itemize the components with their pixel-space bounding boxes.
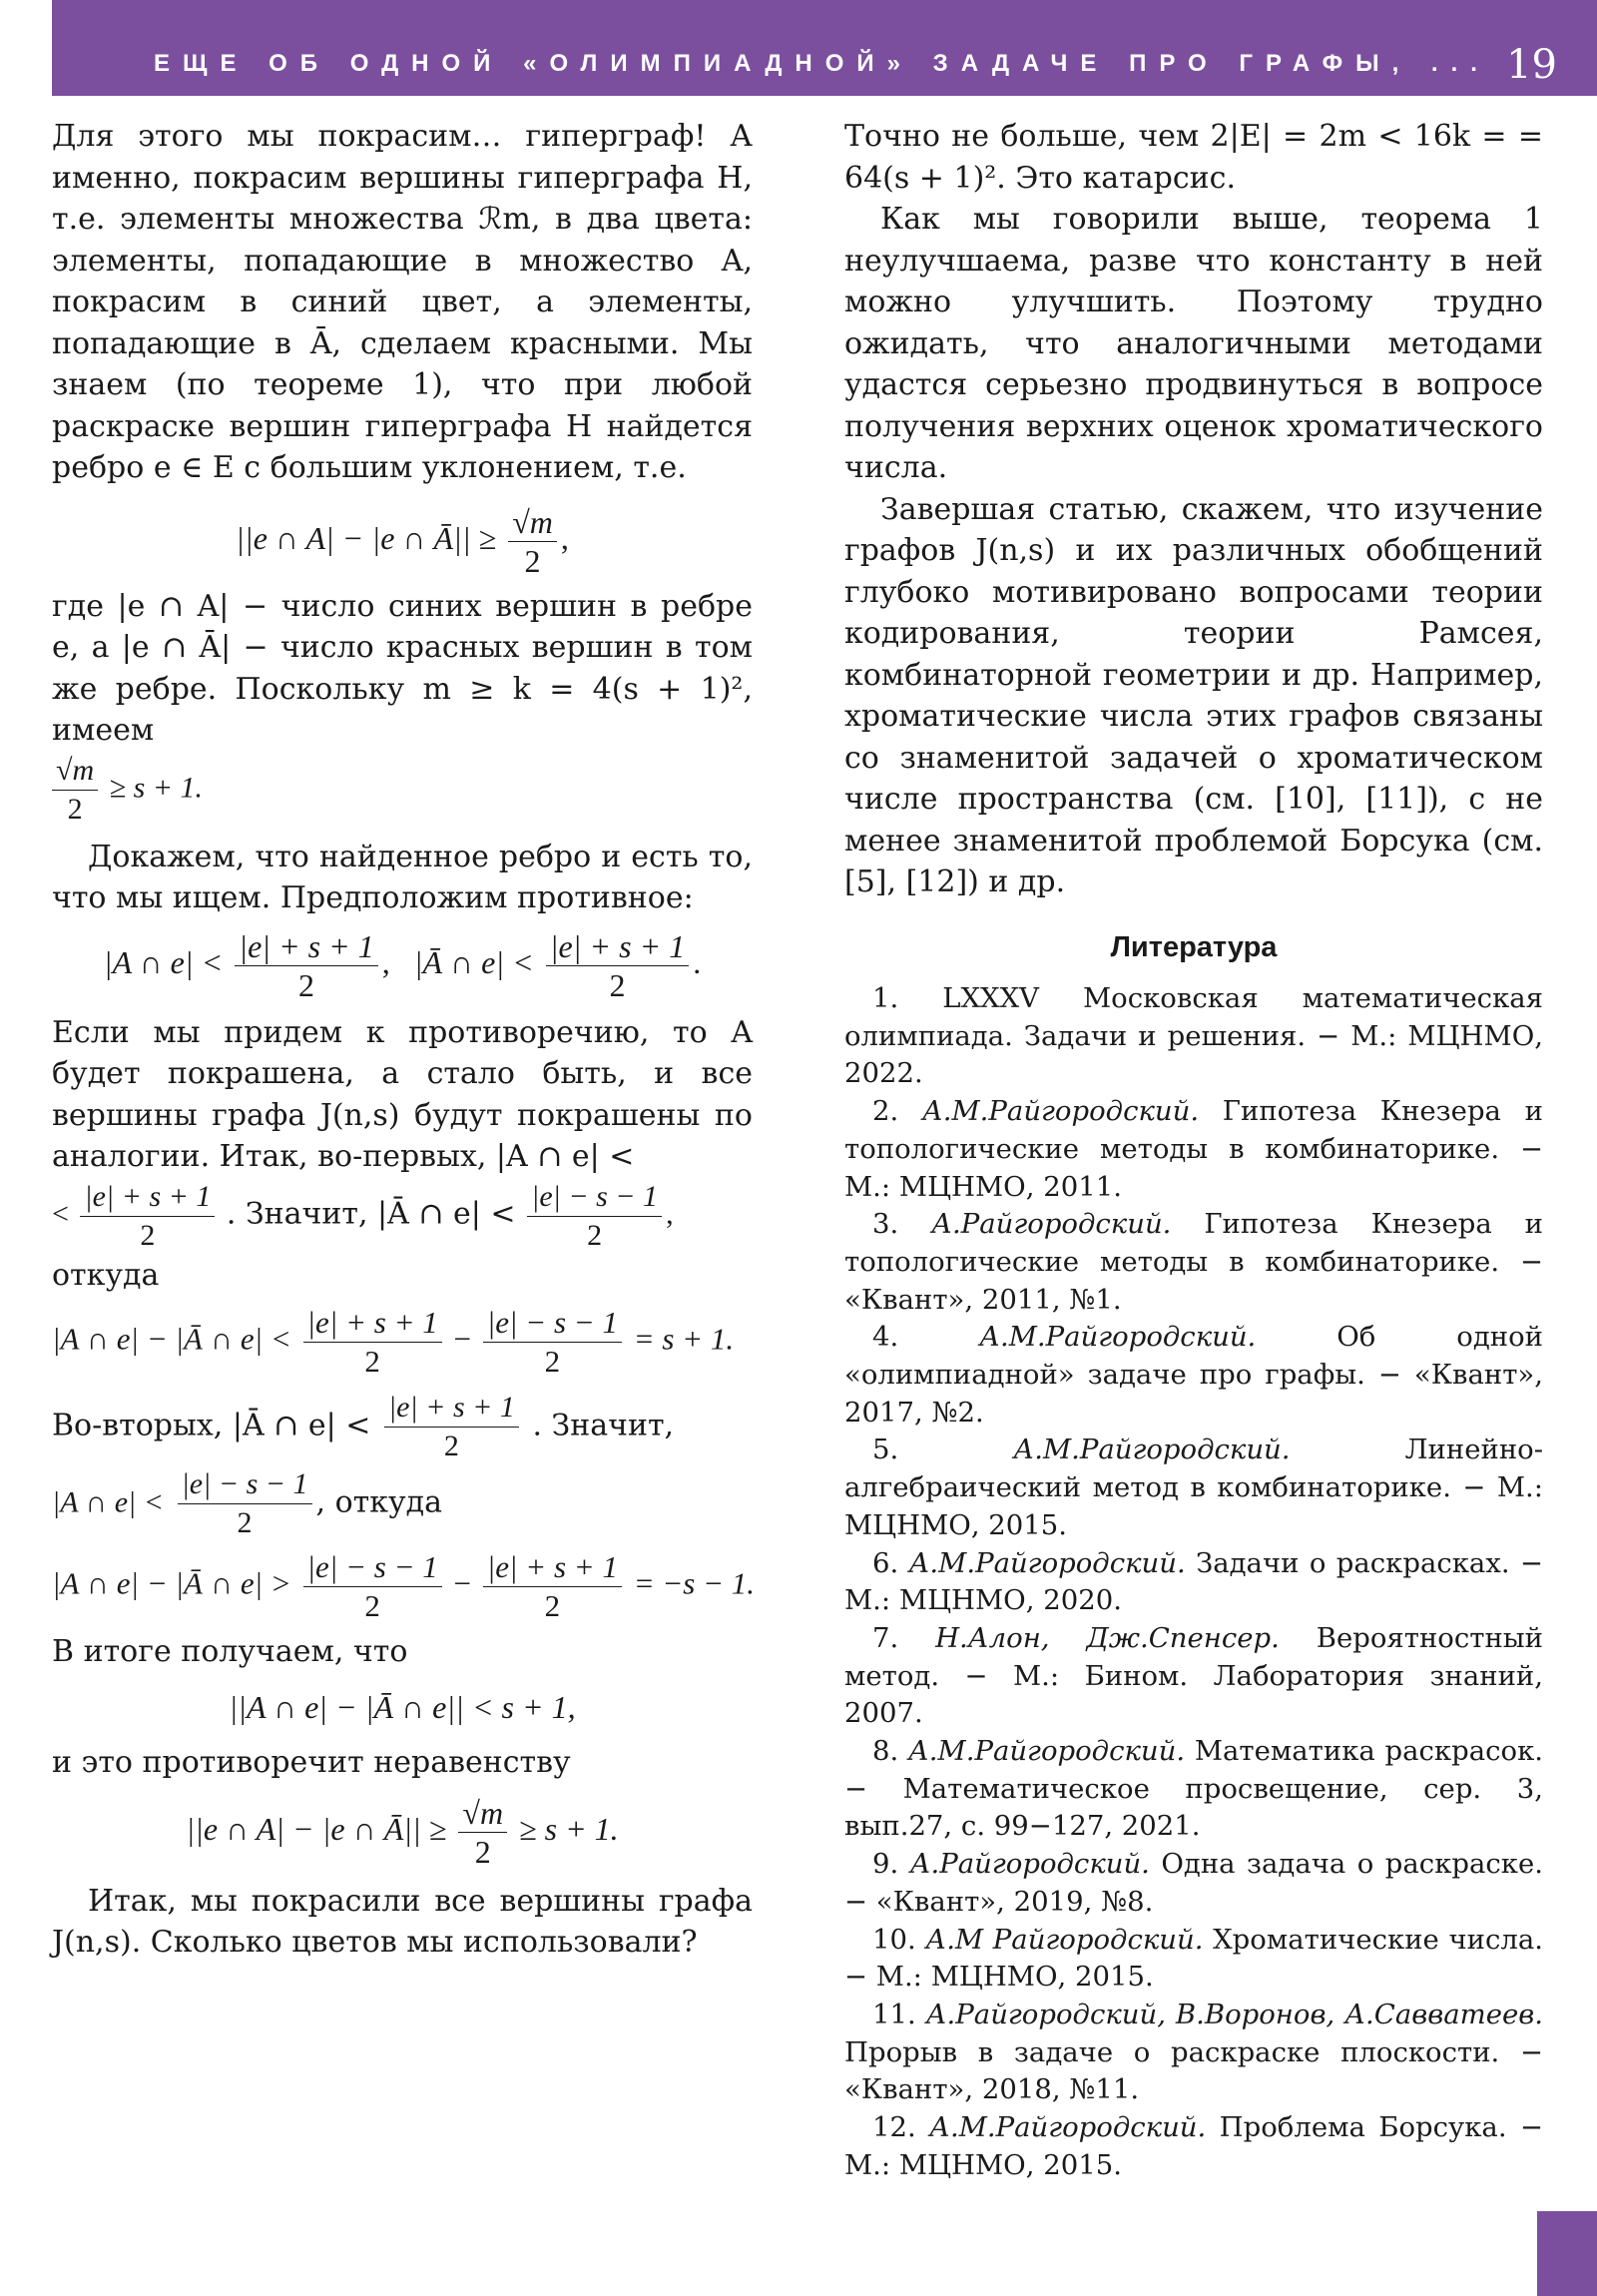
eq-part: ||e ∩ A| − |e ∩ Ā|| ≥ <box>186 1810 447 1847</box>
paragraph: Докажем, что найденное ребро и есть то, что мы ищем. Предположим противное: <box>52 839 753 915</box>
eq-part: = s + 1. <box>633 1321 735 1357</box>
reference-author: А.М.Райгородский. <box>921 1095 1223 1128</box>
reference-text: Об одной «олимпиадной» задаче про графы. − «Квант», 2017, №2. <box>844 1321 1543 1429</box>
fraction <box>80 1178 215 1255</box>
reference-text: Вероятностный метод. − М.: Бином. Лаборатория знаний, 2007. <box>844 1621 1543 1730</box>
eq-part: = −s − 1. <box>633 1565 756 1601</box>
numerator: |e| + s + 1 <box>546 927 689 966</box>
reference-text: Проблема Борсука. − М.: МЦНМО, 2015. <box>844 2111 1543 2181</box>
reference-text: LXXXV Московская математическая олимпиада. Задачи и решения. − М.: МЦНМО, 2022. <box>844 982 1543 1090</box>
fraction <box>235 927 377 1004</box>
numerator: |e| − s − 1 <box>527 1178 662 1217</box>
numerator: |e| − s − 1 <box>178 1465 312 1504</box>
equation: ||A ∩ e| − |Ā ∩ e|| < s + 1, <box>229 1688 576 1725</box>
reference-author: А.М.Райгородский. <box>929 2111 1220 2144</box>
references-heading: Литература <box>1110 930 1278 963</box>
numerator: √m <box>458 1794 507 1833</box>
corner-tab <box>1537 2211 1597 2296</box>
reference-item <box>844 1922 1543 1997</box>
reference-number: 1. <box>872 982 943 1014</box>
reference-number: 3. <box>872 1208 932 1241</box>
equation <box>52 1548 756 1625</box>
numerator: √m <box>508 503 557 542</box>
denominator: 2 <box>237 1506 253 1539</box>
inline-inequality <box>52 1389 753 1465</box>
reference-author: А.Райгородский. <box>909 1848 1162 1881</box>
reference-item <box>844 980 1543 1093</box>
eq-part: |A ∩ e| − |Ā ∩ e| < <box>52 1321 291 1357</box>
reference-text: Одна задача о раскраске. − «Квант», 2019, №8. <box>844 1848 1543 1918</box>
reference-text: Прорыв в задаче о раскраске плоскости. − «Квант», 2018, №11. <box>844 2035 1543 2106</box>
fraction <box>303 1304 442 1381</box>
eq-part: |A ∩ e| < <box>52 1485 165 1519</box>
reference-number: 5. <box>872 1434 1014 1466</box>
denominator: 2 <box>67 792 83 826</box>
numerator: |e| + s + 1 <box>483 1548 622 1587</box>
numerator: |e| + s + 1 <box>303 1304 442 1343</box>
fraction <box>303 1548 442 1625</box>
eq-part: |Ā ∩ e| < <box>413 943 534 980</box>
eq-part: |A ∩ e| < <box>103 943 224 980</box>
reference-author: А.М.Райгородский. <box>908 1546 1197 1579</box>
paragraph: Как мы говорили выше, теорема 1 неулучшаема, разве что константу в ней можно улучшить. Поэтому трудно ожидать, что аналогичными методами удастся серьезно продвинуться в вопросе получения верхних оценок хроматического числа. <box>844 202 1543 485</box>
paragraph: где |e ∩ A| − число синих вершин в ребре e, а |e ∩ Ā| − число красных вершин в том же ребре. Поскольку m ≥ k = 4(s + 1)², имеем <box>52 588 753 748</box>
reference-author: А.М.Райгородский. <box>907 1735 1195 1768</box>
denominator: 2 <box>609 966 626 1003</box>
reference-item <box>844 2109 1543 2184</box>
eq-part: |A ∩ e| − |Ā ∩ e| > <box>52 1565 291 1601</box>
reference-number: 8. <box>872 1735 908 1768</box>
reference-number: 6. <box>872 1546 909 1579</box>
paragraph: Завершая статью, скажем, что изучение графов J(n,s) и их различных обобщений глубоко мотивировано вопросами теории кодирования, теории Рамсея, комбинаторной геометрии и др. Например, хроматические числа этих графов связаны со знаменитой задачей о хроматическом числе пространства (см. [10], [11]), с не менее знаменитой проблемой Борсука (см. [5], [12]) и др. <box>844 491 1543 899</box>
reference-item <box>844 1206 1543 1319</box>
running-title: ЕЩЕ ОБ ОДНОЙ «ОЛИМПИАДНОЙ» ЗАДАЧЕ ПРО ГРАФЫ, ... <box>154 50 1490 77</box>
reference-author: А.М.Райгородский. <box>979 1321 1337 1354</box>
left-column <box>52 116 756 1964</box>
reference-item <box>844 1545 1543 1620</box>
reference-author: А.Райгородский. <box>931 1208 1205 1241</box>
eq-part: , откуда <box>315 1484 443 1520</box>
reference-text: Линейно-алгебраический метод в комбинаторике. − М.: МЦНМО, 2015. <box>844 1434 1543 1541</box>
paragraph: Если мы придем к противоречию, то A будет покрашена, а стало быть, и все вершины графа J(n,s) будут покрашены по аналогии. Итак, во-первых, |A ∩ e| < <box>52 1014 753 1174</box>
eq-part: < <box>52 1196 69 1230</box>
paragraph: Для этого мы покрасим… гиперграф! А именно, покрасим вершины гиперграфа H, т.е. элементы множества ℛm, в два цвета: элементы, попадающие в множество A, покрасим в синий цвет, а элементы, попадающие в Ā, сделаем красными. Мы знаем (по теореме 1), что при любой раскраске вершин гиперграфа H найдется ребро e ∈ E с большим уклонением, т.е. <box>52 119 753 485</box>
reference-number: 10. <box>872 1923 926 1956</box>
fraction <box>508 503 557 580</box>
inline-inequality <box>52 752 753 829</box>
numerator: √m <box>52 752 98 791</box>
reference-item <box>844 1997 1543 2109</box>
paragraph: и это противоречит неравенству <box>52 1745 571 1780</box>
fraction <box>527 1178 662 1255</box>
reference-item <box>844 1846 1543 1921</box>
page-number: 19 <box>1506 42 1557 88</box>
fraction <box>483 1548 622 1625</box>
reference-number: 2. <box>872 1095 922 1128</box>
equation <box>52 927 753 1004</box>
eq-part: ||e ∩ A| − |e ∩ Ā|| ≥ <box>236 519 497 556</box>
paragraph: В итоге получаем, что <box>52 1634 408 1669</box>
denominator: 2 <box>140 1218 156 1252</box>
page-header <box>52 0 1597 96</box>
numerator: |e| − s − 1 <box>303 1548 442 1587</box>
reference-text: Гипотеза Кнезера и топологические методы в комбинаторике. − «Квант», 2011, №1. <box>844 1208 1544 1316</box>
fraction <box>458 1794 507 1871</box>
numerator: |e| + s + 1 <box>384 1389 519 1428</box>
reference-number: 9. <box>872 1848 910 1881</box>
equation <box>52 1794 753 1871</box>
equation <box>52 503 753 580</box>
reference-item <box>844 1620 1543 1733</box>
denominator: 2 <box>524 542 541 579</box>
denominator: 2 <box>474 1833 491 1870</box>
eq-part: . <box>693 943 702 980</box>
reference-author: А.М Райгородский. <box>925 1923 1214 1956</box>
denominator: 2 <box>364 1344 380 1379</box>
reference-item <box>844 1733 1543 1846</box>
inline-inequality <box>52 1178 753 1255</box>
eq-part: ≥ s + 1. <box>109 770 204 804</box>
inline-inequality <box>52 1465 753 1542</box>
reference-number: 4. <box>872 1321 980 1354</box>
reference-number: 7. <box>872 1621 936 1654</box>
numerator: |e| + s + 1 <box>80 1178 215 1217</box>
reference-text: Математика раскрасок. − Математическое просвещение, сер. 3, вып.27, с. 99−127, 2021. <box>844 1735 1544 1843</box>
reference-text: Гипотеза Кнезера и топологические методы в комбинаторике. − М.: МЦНМО, 2011. <box>844 1095 1543 1203</box>
reference-author: А.М.Райгородский. <box>1013 1434 1405 1466</box>
reference-list <box>844 980 1543 2185</box>
fraction <box>178 1465 312 1542</box>
eq-part: . Значит, |Ā ∩ e| < <box>226 1195 516 1231</box>
reference-text: Хроматические числа. − М.: МЦНМО, 2015. <box>844 1923 1543 1994</box>
denominator: 2 <box>544 1588 561 1623</box>
numerator: |e| − s − 1 <box>483 1304 622 1343</box>
reference-item <box>844 1319 1543 1432</box>
reference-text: Задачи о раскрасках. − М.: МЦНМО, 2020. <box>844 1546 1543 1617</box>
eq-part: Во-вторых, |Ā ∩ e| < <box>52 1408 371 1443</box>
eq-part: . Значит, <box>532 1408 675 1443</box>
fraction <box>384 1389 519 1465</box>
denominator: 2 <box>364 1588 380 1623</box>
reference-number: 11. <box>872 1998 926 2030</box>
reference-author: А.Райгородский, В.Воронов, А.Савватеев. <box>925 1998 1543 2030</box>
eq-part: ≥ s + 1. <box>519 1810 619 1847</box>
eq-part: − <box>453 1565 471 1601</box>
reference-number: 12. <box>872 2111 930 2144</box>
equation <box>52 1304 753 1381</box>
paragraph: Точно не больше, чем 2|E| = 2m < 16k = = 64(s + 1)². Это катарсис. <box>844 119 1543 196</box>
numerator: |e| + s + 1 <box>235 927 377 966</box>
fraction <box>52 752 98 829</box>
eq-part: − <box>453 1321 471 1357</box>
right-column <box>844 116 1543 2185</box>
eq-part: , <box>560 519 569 556</box>
paragraph: откуда <box>52 1257 160 1293</box>
fraction <box>546 927 689 1004</box>
denominator: 2 <box>587 1218 603 1252</box>
denominator: 2 <box>297 966 314 1003</box>
denominator: 2 <box>443 1430 459 1462</box>
reference-item <box>844 1093 1543 1206</box>
reference-author: Н.Алон, Дж.Спенсер. <box>935 1621 1317 1654</box>
denominator: 2 <box>544 1344 561 1379</box>
reference-item <box>844 1432 1543 1544</box>
fraction <box>483 1304 622 1381</box>
eq-part: , <box>666 1196 674 1230</box>
eq-part: , <box>381 943 390 980</box>
paragraph: Итак, мы покрасили все вершины графа J(n,s). Сколько цветов мы использовали? <box>52 1883 753 1960</box>
